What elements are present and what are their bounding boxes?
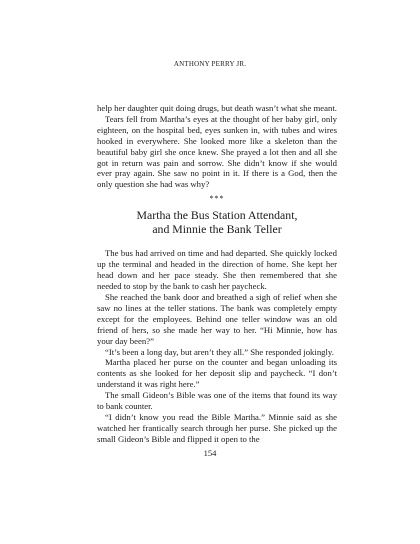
scene-break: *** — [209, 194, 225, 204]
chapter-title-line: and Minnie the Bank Teller — [152, 221, 282, 236]
paragraph: “It’s been a long day, but aren’t they all.” She responded jokingly. — [105, 346, 334, 357]
chapter-title — [97, 209, 337, 236]
paragraph: Tears fell from Martha’s eyes at the thought of her baby girl, only eighteen, on the hospital bed, eyes sunken in, with tubes and wires hooked in everywhere. She looked more like a skeleton than the beautiful baby girl she once knew. She prayed a lot then and all she got in return was pain and sorrow. She didn’t know if she would ever pray again. She saw no point in it. If there is a God, then the only question she had was why? — [97, 113, 337, 190]
page-number: 154 — [203, 448, 217, 458]
paragraph: She reached the bank door and breathed a sigh of relief when she saw no lines at the teller stations. The bank was completely empty except for the employees. Behind one teller window was an old friend of hers, so she made her way to her. “Hi Minnie, how has your day been?” — [97, 291, 337, 346]
paragraph: The bus had arrived on time and had departed. She quickly locked up the terminal and headed in the direction of home. She kept her head down and her pace steady. She then remembered that she needed to stop by the bank to cash her paycheck. — [97, 248, 337, 292]
chapter-title-line: Martha the Bus Station Attendant, — [136, 208, 298, 223]
page-body — [97, 103, 337, 445]
paragraph: help her daughter quit doing drugs, but death wasn’t what she meant. — [97, 103, 337, 113]
paragraph: The small Gideon’s Bible was one of the items that found its way to bank counter. — [97, 390, 337, 412]
running-head: ANTHONY PERRY JR. — [173, 60, 247, 68]
paragraph: “I didn’t know you read the Bible Martha.” Minnie said as she watched her frantically search through her purse. She picked up the small Gideon’s Bible and flipped it open to the — [97, 411, 337, 444]
paragraph: Martha placed her purse on the counter and began unloading its contents as she looked for her deposit slip and paycheck. “I don’t understand it was right here.” — [97, 357, 337, 390]
